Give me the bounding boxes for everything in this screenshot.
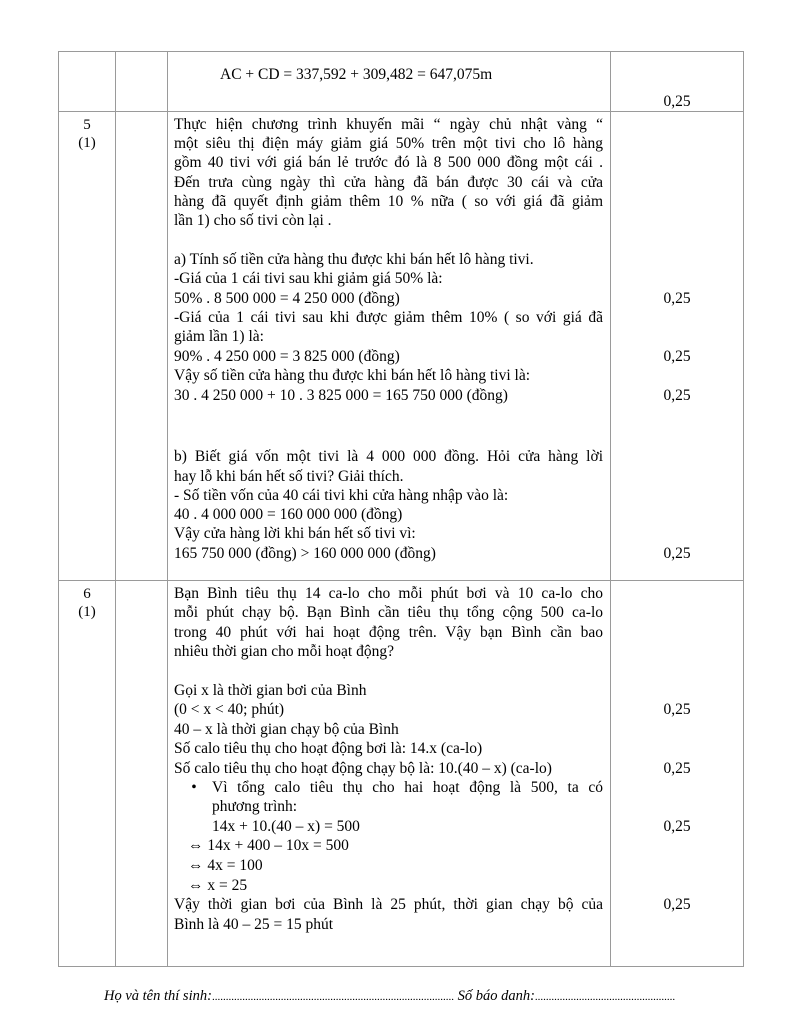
- question-number-cell: [59, 112, 116, 581]
- score-cell: [611, 581, 744, 967]
- solution-line: -Giá của 1 cái tivi sau khi giảm giá 50% là:: [174, 270, 443, 287]
- question-number: 5: [83, 117, 91, 133]
- candidate-id-dots: ...................................................: [534, 991, 676, 1003]
- score-value: 0,25: [663, 387, 691, 404]
- score-value: 0,25: [663, 348, 691, 365]
- score-value: 0,25: [663, 896, 691, 913]
- solution-line: 40 . 4 000 000 = 160 000 000 (đồng): [174, 506, 403, 523]
- part-b-question: b) Biết giá vốn một tivi là 4 000 000 đồng. Hỏi cửa hàng lời: [174, 448, 603, 465]
- problem-text: một siêu thị điện máy giảm giá 50% trên một tivi cho lô hàng: [174, 135, 603, 152]
- solution-line: Số calo tiêu thụ cho hoạt động bơi là: 14.x (ca-lo): [174, 740, 483, 757]
- conclusion-line: Bình là 40 – 25 = 15 phút: [174, 916, 334, 933]
- content-cell: [168, 112, 611, 581]
- part-b-question: hay lỗ khi bán hết số tivi? Giải thích.: [174, 468, 404, 485]
- solution-line: Gọi x là thời gian bơi của Bình: [174, 682, 367, 699]
- problem-text: Đến trưa cùng ngày thì cửa hàng đã bán được 30 cái và cửa: [174, 174, 603, 191]
- solution-line: Vậy cửa hàng lời khi bán hết số tivi vì:: [174, 525, 416, 542]
- question-number-cell: [59, 581, 116, 967]
- solution-line: Vậy số tiền cửa hàng thu được khi bán hết lô hàng tivi là:: [174, 367, 531, 384]
- equation-step: ⇔ 4x = 100: [188, 857, 263, 874]
- solution-line: Vì tổng calo tiêu thụ cho hai hoạt động là 500, ta có: [212, 779, 603, 796]
- score-value: 0,25: [663, 818, 691, 835]
- problem-text: Thực hiện chương trình khuyến mãi “ ngày chủ nhật vàng “: [174, 116, 603, 133]
- question-points: (1): [78, 135, 96, 151]
- candidate-id-label: Số báo danh:: [457, 988, 535, 1004]
- page-footer: [104, 988, 675, 1005]
- sub-cell: [116, 112, 168, 581]
- problem-text: mỗi phút chạy bộ. Bạn Bình cần tiêu thụ tổng cộng 500 ca-lo: [174, 604, 603, 621]
- score-cell: [611, 112, 744, 581]
- problem-text: nhiêu thời gian cho mỗi hoạt động?: [174, 643, 394, 660]
- sub-cell: [116, 581, 168, 967]
- problem-text: gồm 40 tivi với giá bán lẻ trước đó là 8 500 000 đồng một cái .: [174, 154, 603, 171]
- solution-line: 50% . 8 500 000 = 4 250 000 (đồng): [174, 290, 400, 307]
- table-row: [59, 52, 744, 112]
- solution-line: -Giá của 1 cái tivi sau khi được giảm thêm 10% ( so với giá đã: [174, 309, 603, 326]
- score-value: 0,25: [663, 545, 691, 562]
- table-row: [59, 112, 744, 581]
- content-cell: [168, 581, 611, 967]
- score-value: 0,25: [663, 760, 691, 777]
- candidate-name-label: Họ và tên thí sinh:: [104, 988, 212, 1004]
- score-value: 0,25: [663, 701, 691, 718]
- solution-line: 40 – x là thời gian chạy bộ của Bình: [174, 721, 399, 738]
- answer-line: AC + CD = 337,592 + 309,482 = 647,075m: [220, 66, 493, 83]
- problem-text: hàng đã quyết định giảm thêm 10 % nữa ( so với giá đã giảm: [174, 193, 603, 210]
- equation-step: ⇔ x = 25: [188, 877, 248, 894]
- bullet-icon: •: [191, 779, 197, 796]
- equation-step: ⇔ 14x + 400 – 10x = 500: [188, 837, 349, 854]
- score-cell: [611, 52, 744, 112]
- problem-text: trong 40 phút với hai hoạt động trên. Vậy bạn Bình cần bao: [174, 624, 603, 641]
- table-row: [59, 581, 744, 967]
- equation: 14x + 10.(40 – x) = 500: [212, 818, 360, 835]
- part-a-question: a) Tính số tiền cửa hàng thu được khi bán hết lô hàng tivi.: [174, 251, 534, 268]
- sub-cell: [116, 52, 168, 112]
- score-value: 0,25: [663, 93, 691, 110]
- solution-line: - Số tiền vốn của 40 cái tivi khi cửa hàng nhập vào là:: [174, 487, 509, 504]
- content-cell: [168, 52, 611, 112]
- solution-line: Số calo tiêu thụ cho hoạt động chạy bộ là: 10.(40 – x) (ca-lo): [174, 760, 552, 777]
- solution-line: 165 750 000 (đồng) > 160 000 000 (đồng): [174, 545, 436, 562]
- solution-line: 30 . 4 250 000 + 10 . 3 825 000 = 165 750 000 (đồng): [174, 387, 508, 404]
- question-number: 6: [83, 586, 91, 602]
- candidate-name-dots: ........................................................................................: [211, 991, 454, 1003]
- solution-line: 90% . 4 250 000 = 3 825 000 (đồng): [174, 348, 400, 365]
- question-number-cell: [59, 52, 116, 112]
- solution-line: (0 < x < 40; phút): [174, 701, 285, 718]
- solution-line: giảm lần 1) là:: [174, 328, 264, 345]
- answer-table: [58, 51, 744, 967]
- problem-text: lần 1) cho số tivi còn lại .: [174, 212, 332, 229]
- conclusion-line: Vậy thời gian bơi của Bình là 25 phút, thời gian chạy bộ của: [174, 896, 603, 913]
- problem-text: Bạn Bình tiêu thụ 14 ca-lo cho mỗi phút bơi và 10 ca-lo cho: [174, 585, 603, 602]
- solution-line: phương trình:: [212, 798, 298, 815]
- score-value: 0,25: [663, 290, 691, 307]
- question-points: (1): [78, 604, 96, 620]
